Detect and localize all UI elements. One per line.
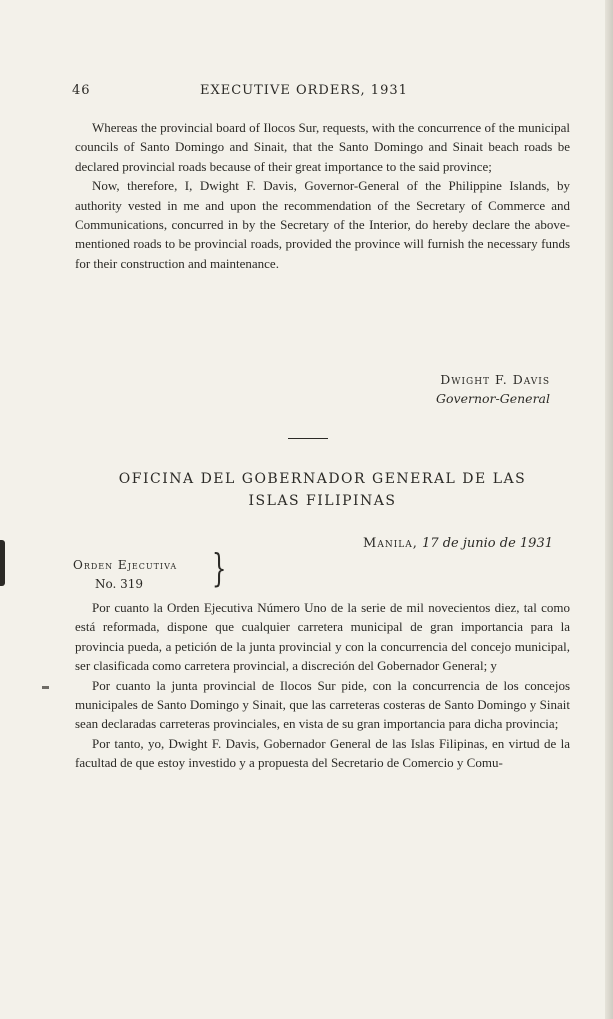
margin-mark	[42, 686, 49, 689]
page-edge-shadow	[605, 0, 613, 1019]
order-number: No. 319	[95, 577, 144, 591]
english-paragraph-2: Now, therefore, I, Dwight F. Davis, Governor-General of the Philippine Islands, by authority vested in me and upon the recommendation of the Secretary of Commerce and Communications, concurred in by the Secretary of the Interior, do hereby declare the above-mentioned roads to be provincial roads, provided the province will furnish the necessary funds for their construction and maintenance.	[75, 178, 570, 271]
office-heading-line-1: OFICINA DEL GOBERNADOR GENERAL DE LAS	[118, 471, 527, 487]
spanish-paragraph-3: Por tanto, yo, Dwight F. Davis, Gobernador General de las Islas Filipinas, en virtud de la facultad de que estoy investido y a propuesta del Secretario de Comercio y Comu-	[75, 735, 570, 771]
spanish-order-text	[75, 598, 570, 773]
dateline	[75, 536, 553, 551]
page-number: 46	[72, 83, 91, 98]
dateline-date: 17 de junio de 1931	[422, 536, 553, 551]
spanish-paragraph-2: Por cuanto la junta provincial de Ilocos Sur pide, con la concurrencia de los concejos municipales de Santo Domingo y Sinait, que las carreteras costeras de Santo Domingo y Sinait sean declaradas carreteras provinciales, en vista de su gran importancia para dicha provincia;	[75, 677, 570, 732]
signature-name: Dwight F. Davis	[440, 372, 550, 387]
signature-role: Governor-General	[436, 391, 550, 406]
english-order-text	[75, 118, 570, 273]
office-heading	[75, 468, 570, 512]
section-divider	[288, 438, 328, 439]
brace-glyph: }	[211, 546, 227, 590]
spanish-paragraph-1: Por cuanto la Orden Ejecutiva Número Uno de la serie de mil novecientos diez, tal como está reformada, dispone que cualquier carretera municipal de gran importancia para la provincia pueda, a petición de la junta provincial y con la concurrencia del concejo municipal, ser clasificada como carretera provincial, a discreción del Gobernador General; y	[75, 600, 570, 674]
dateline-city: Manila,	[363, 536, 418, 551]
order-identifier	[73, 556, 177, 594]
order-label: Orden Ejecutiva	[73, 558, 178, 572]
signature-block	[75, 370, 550, 408]
office-heading-line-2: ISLAS FILIPINAS	[248, 493, 397, 509]
running-title: EXECUTIVE ORDERS, 1931	[200, 83, 408, 98]
binding-mark	[0, 540, 5, 586]
english-paragraph-1: Whereas the provincial board of Ilocos Sur, requests, with the concurrence of the municipal councils of Santo Domingo and Sinait, that the Santo Domingo and Sinait beach roads be declared provincial roads because of their great importance to the said province;	[75, 120, 570, 174]
